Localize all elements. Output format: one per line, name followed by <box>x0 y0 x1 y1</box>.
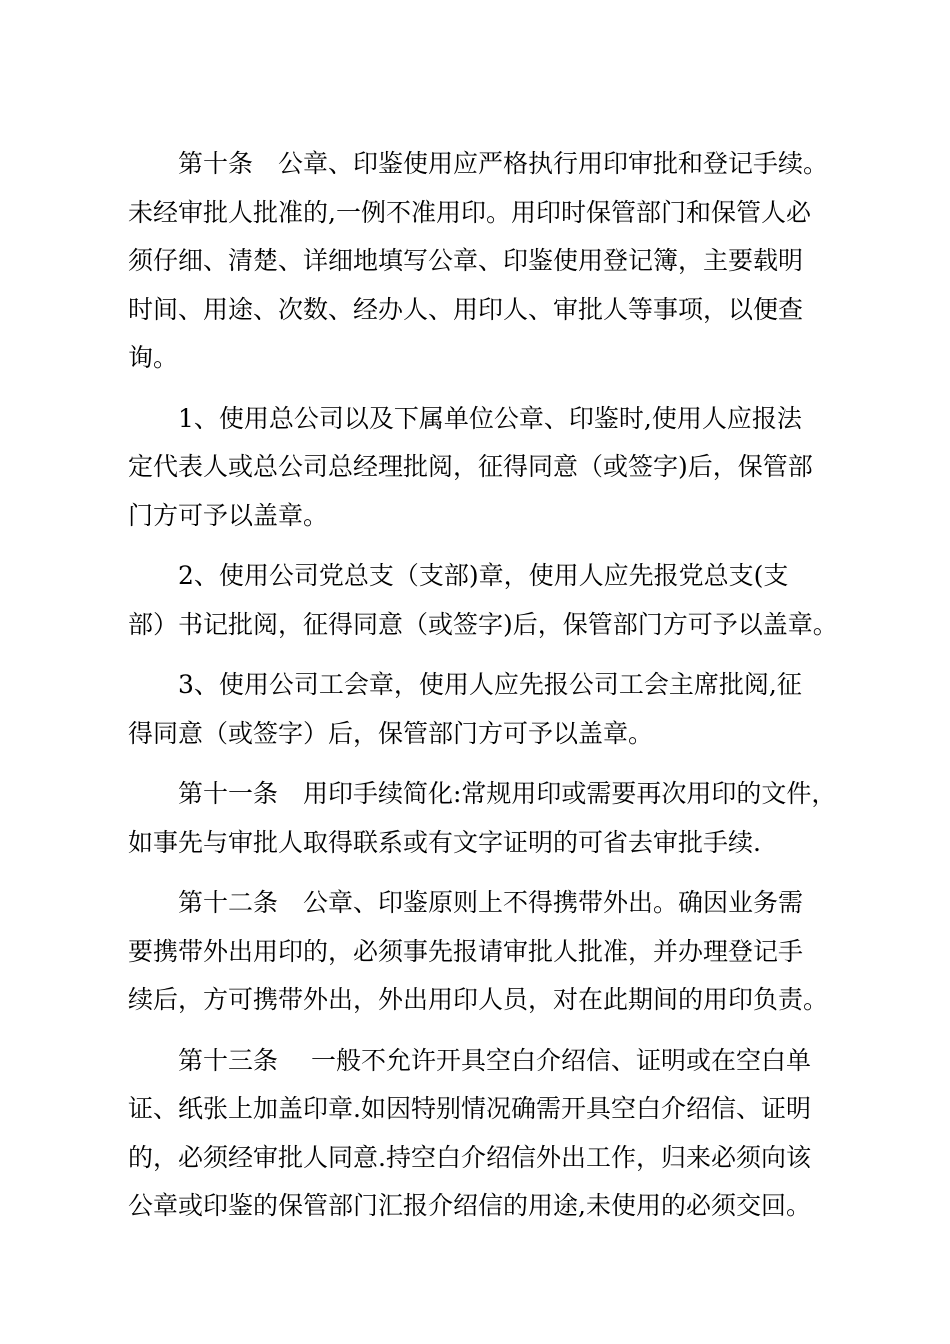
text-line: 证、纸张上加盖印章.如因特别情况确需开具空白介绍信、证明 <box>128 1094 811 1123</box>
text-line: 的，必须经审批人同意.持空白介绍信外出工作，归来必须向该 <box>128 1142 811 1172</box>
text-line: 要携带外出用印的，必须事先报请审批人批准，并办理登记手 <box>128 936 804 966</box>
text-line: 得同意（或签字）后，保管部门方可予以盖章。 <box>128 718 654 748</box>
text-line: 询。 <box>128 343 179 372</box>
text-line: 如事先与审批人取得联系或有文字证明的可省去审批手续. <box>128 827 761 857</box>
text-line: 3、使用公司工会章，使用人应先报公司工会主席批阅,征 <box>128 670 802 699</box>
paragraph-article-11 <box>128 770 846 867</box>
text-line: 1、使用总公司以及下属单位公章、印鉴时,使用人应报法 <box>128 403 802 433</box>
text-line: 时间、用途、次数、经办人、用印人、审批人等事项，以便查 <box>128 294 804 324</box>
paragraph-article-10 <box>128 140 846 383</box>
text-line: 定代表人或总公司总经理批阅，征得同意（或签字)后，保管部 <box>128 452 813 481</box>
text-line: 部）书记批阅，征得同意（或签字)后，保管部门方可予以盖章。 <box>128 609 838 639</box>
paragraph-item-3 <box>128 661 846 758</box>
text-line: 第十条 公章、印鉴使用应严格执行用印审批和登记手续。 <box>128 149 829 178</box>
paragraph-item-1 <box>128 395 846 541</box>
paragraph-item-2 <box>128 552 846 649</box>
document-body <box>128 140 846 1243</box>
paragraph-article-13 <box>128 1037 846 1231</box>
text-line: 第十三条 一般不允许开具空白介绍信、证明或在空白单 <box>128 1045 811 1075</box>
text-line: 第十二条 公章、印鉴原则上不得携带外出。确因业务需 <box>128 888 804 917</box>
text-line: 续后，方可携带外出，外出用印人员，对在此期间的用印负责。 <box>128 985 829 1014</box>
text-line: 2、使用公司党总支（支部)章，使用人应先报党总支(支 <box>128 561 789 590</box>
text-line: 须仔细、清楚、详细地填写公章、印鉴使用登记簿，主要载明 <box>128 246 804 275</box>
text-line: 门方可予以盖章。 <box>128 500 329 530</box>
text-line: 公章或印鉴的保管部门汇报介绍信的用途,未使用的必须交回。 <box>128 1191 811 1220</box>
text-line: 未经审批人批准的,一例不准用印。用印时保管部门和保管人必 <box>128 197 811 227</box>
paragraph-article-12 <box>128 879 846 1025</box>
text-line: 第十一条 用印手续简化:常规用印或需要再次用印的文件， <box>128 779 837 808</box>
